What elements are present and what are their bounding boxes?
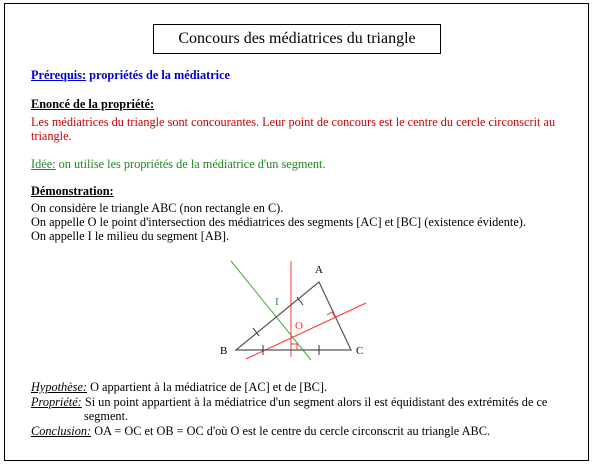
triangle-figure [211, 255, 371, 367]
label-a: A [315, 264, 323, 276]
demonstration-heading: Démonstration: [31, 184, 114, 198]
hypothese-line [31, 380, 327, 395]
label-o: O [295, 320, 303, 332]
conclusion-text: OA = OC et OB = OC d'où O est le centre du cercle circonscrit au triangle ABC. [91, 424, 491, 438]
enonce-heading: Enoncé de la propriété: [31, 97, 155, 111]
green-bisector-line [231, 261, 311, 360]
idee-line [31, 157, 326, 172]
right-angle-mark [291, 344, 297, 350]
conclusion-label: Conclusion: [31, 424, 92, 438]
propriete-line-1 [31, 395, 547, 410]
propriete-line-2: segment. [84, 409, 129, 423]
idee-label: Idée: [31, 157, 56, 171]
propriete-label: Propriété: [31, 395, 82, 409]
enonce-line-2: triangle. [31, 129, 72, 143]
label-b: B [220, 345, 228, 357]
propriete-text: Si un point appartient à la médiatrice d'un segment alors il est équidistant des extrémités de ce [81, 395, 548, 409]
page-title [153, 24, 441, 54]
demonstration-line-2: On appelle O le point d'intersection des médiatrices des segments [AC] et [BC] (existence évidente). [31, 215, 526, 229]
hypothese-text: O appartient à la médiatrice de [AC] et de [BC]. [87, 380, 328, 394]
prerequis-line [31, 68, 230, 83]
prerequis-link[interactable]: Prérequis: [31, 68, 87, 82]
label-c: C [356, 345, 364, 357]
page-title-text: Concours des médiatrices du triangle [178, 30, 416, 47]
prerequis-text: propriétés de la médiatrice [86, 68, 230, 82]
red-oblique-bisector-line [246, 303, 366, 359]
triangle-abc [236, 282, 351, 350]
idee-text: on utilise les propriétés de la médiatrice d'un segment. [55, 157, 326, 171]
conclusion-line [31, 424, 490, 439]
label-i: I [275, 296, 279, 308]
enonce-line-1: Les médiatrices du triangle sont concourantes. Leur point de concours est le centre du cercle circonscrit au [31, 115, 556, 129]
document-page [4, 3, 589, 461]
demonstration-line-1: On considère le triangle ABC (non rectangle en C). [31, 201, 284, 215]
hypothese-label: Hypothèse: [31, 380, 87, 394]
demonstration-line-3: On appelle I le milieu du segment [AB]. [31, 229, 230, 243]
